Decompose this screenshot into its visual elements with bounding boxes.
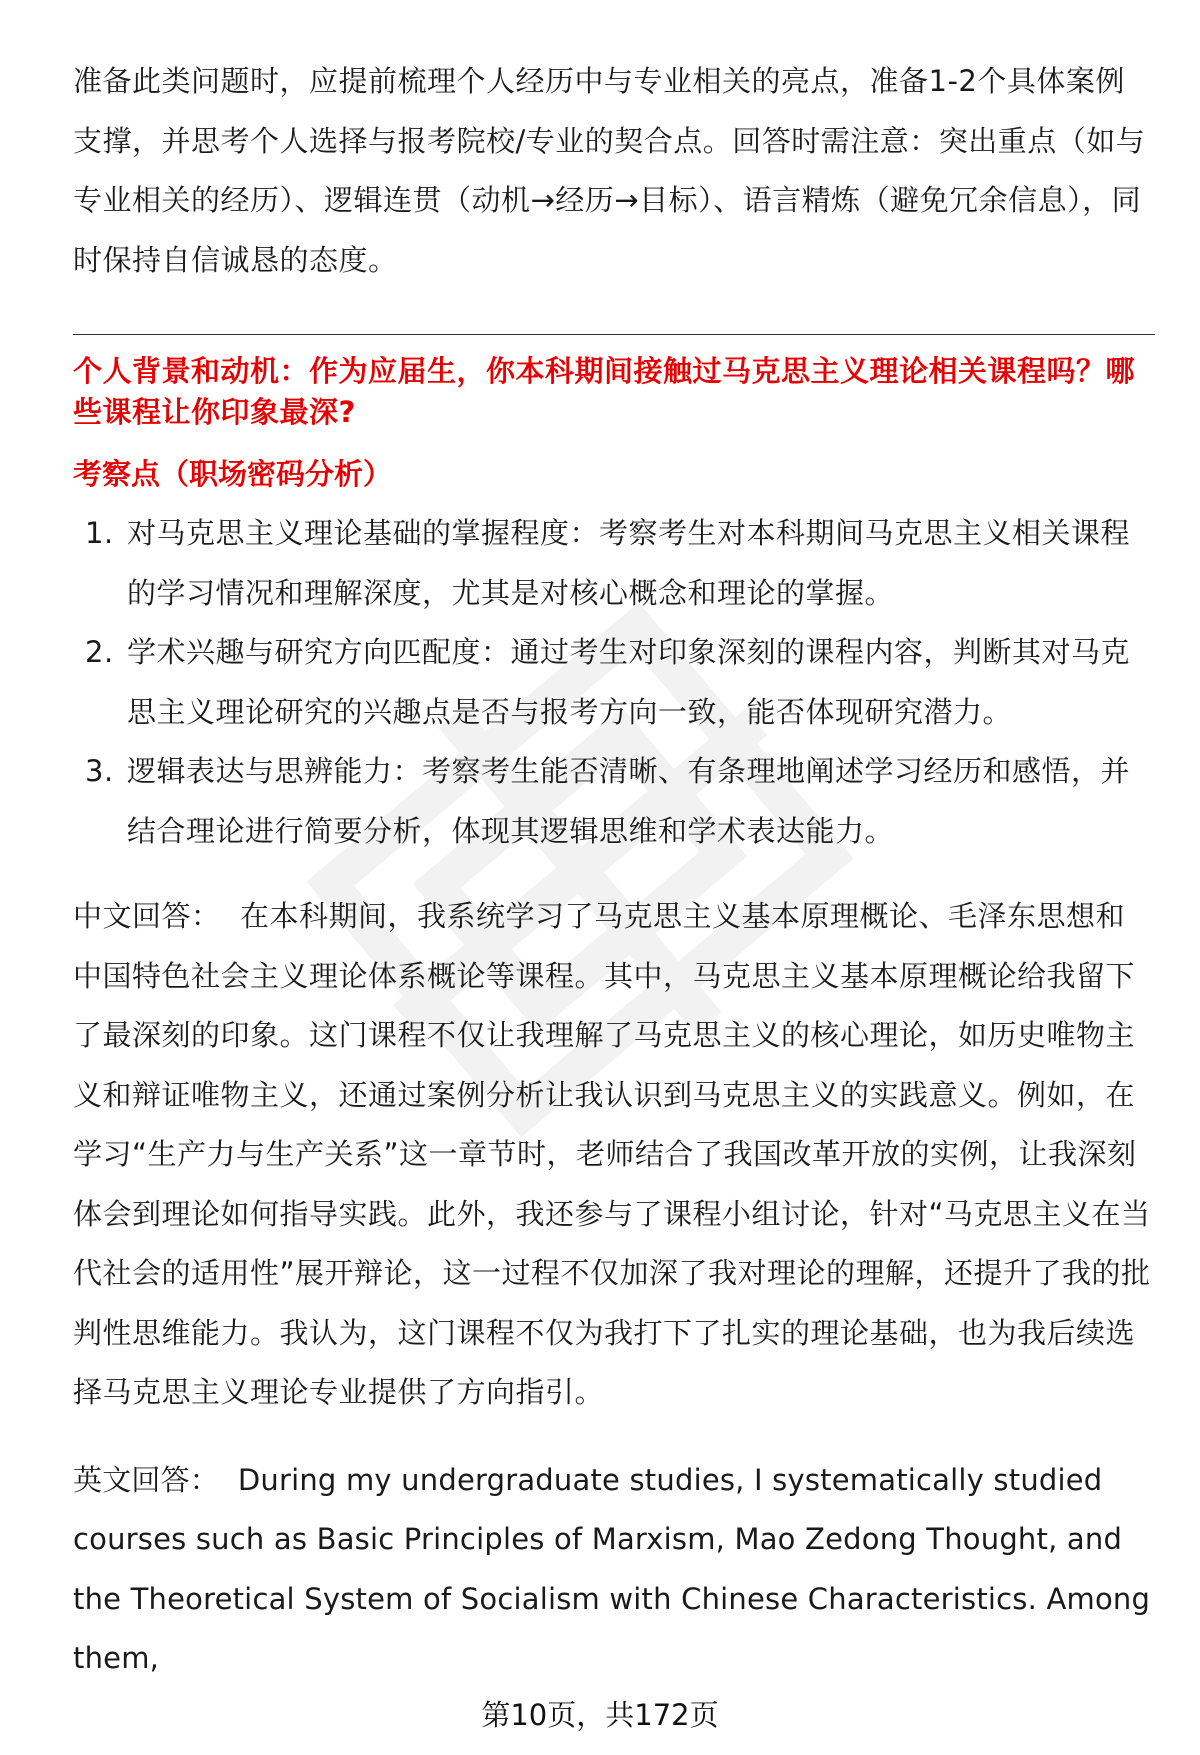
list-item-number: 2. [85, 635, 114, 669]
page-number-footer: 第10页，共172页 [481, 1698, 719, 1732]
list-item [73, 742, 1153, 861]
list-item-text: 学术兴趣与研究方向匹配度：通过考生对印象深刻的课程内容，判断其对马克思主义理论研究的兴趣点是否与报考方向一致，能否体现研究潜力。 [127, 635, 1131, 729]
list-item-text: 对马克思主义理论基础的掌握程度：考察考生对本科期间马克思主义相关课程的学习情况和理解深度，尤其是对核心概念和理论的掌握。 [127, 516, 1131, 610]
list-item-number: 1. [85, 516, 114, 550]
chinese-answer-label: 中文回答： [73, 899, 221, 933]
english-answer [73, 1451, 1153, 1689]
english-answer-label: 英文回答： [73, 1462, 220, 1497]
focus-heading: 考察点（职场密码分析） [73, 457, 393, 491]
chinese-answer [73, 887, 1153, 1423]
section-divider [73, 334, 1155, 335]
list-item-number: 3. [85, 754, 114, 788]
chinese-answer-text: 在本科期间，我系统学习了马克思主义基本原理概论、毛泽东思想和中国特色社会主义理论体系概论等课程。其中，马克思主义基本原理概论给我留下了最深刻的印象。这门课程不仅让我理解了马克思主义的核心理论，如历史唯物主义和辩证唯物主义，还通过案例分析让我认识到马克思主义的实践意义。例如，在学习“生产力与生产关系”这一章节时，老师结合了我国改革开放的实例，让我深刻体会到理论如何指导实践。此外，我还参与了课程小组讨论，针对“马克思主义在当代社会的适用性”展开辩论，这一过程不仅加深了我对理论的理解，还提升了我的批判性思维能力。我认为，这门课程不仅为我打下了扎实的理论基础，也为我后续选择马克思主义理论专业提供了方向指引。 [73, 899, 1151, 1409]
list-item [73, 504, 1153, 623]
list-item-text: 逻辑表达与思辨能力：考察考生能否清晰、有条理地阐述学习经历和感悟，并结合理论进行简要分析，体现其逻辑思维和学术表达能力。 [127, 754, 1131, 848]
interview-question: 个人背景和动机：作为应届生，你本科期间接触过马克思主义理论相关课程吗？哪些课程让你印象最深? [73, 354, 1136, 429]
document-content [73, 52, 1153, 1689]
list-item [73, 623, 1153, 742]
focus-points-list [73, 504, 1153, 861]
english-answer-text: During my undergraduate studies, I systematically studied courses such as Basic Principles of Marxism, Mao Zedong Thought, and the Theoretical System of Socialism with Chinese Characteristics. Among them, [73, 1462, 1151, 1675]
intro-paragraph: 准备此类问题时，应提前梳理个人经历中与专业相关的亮点，准备1-2个具体案例支撑，并思考个人选择与报考院校/专业的契合点。回答时需注意：突出重点（如与专业相关的经历）、逻辑连贯（动机→经历→目标）、语言精炼（避免冗余信息），同时保持自信诚恳的态度。 [73, 64, 1146, 277]
